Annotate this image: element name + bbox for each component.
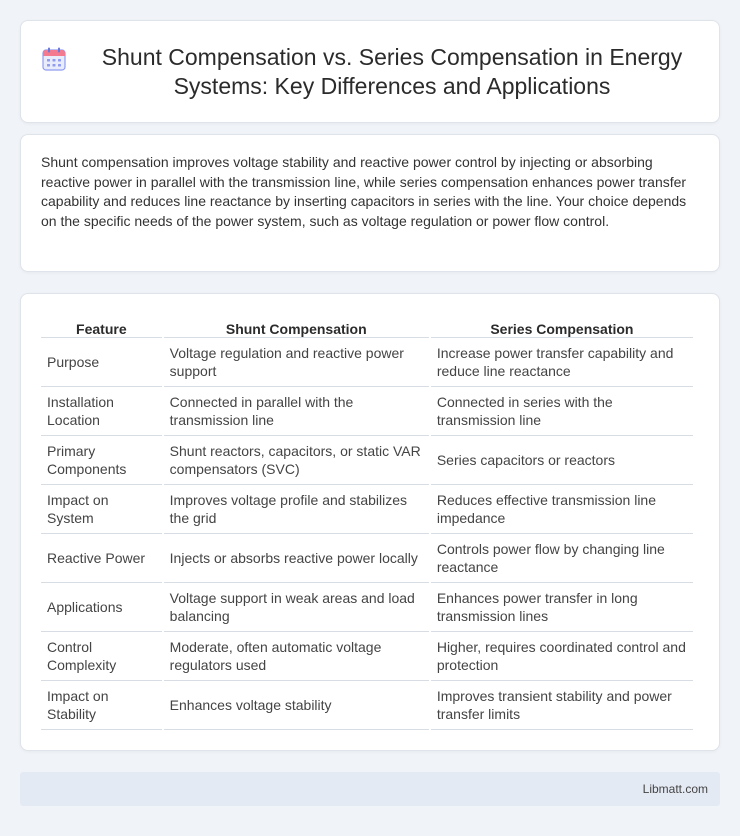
header-feature: Feature xyxy=(41,316,162,338)
series-cell: Higher, requires coordinated control and protection xyxy=(431,632,693,681)
series-cell: Improves transient stability and power transfer limits xyxy=(431,681,693,730)
table-row xyxy=(41,387,693,436)
table-row xyxy=(41,338,693,387)
feature-cell: Impact on Stability xyxy=(41,681,162,730)
table-row xyxy=(41,436,693,485)
page-title: Shunt Compensation vs. Series Compensation in Energy Systems: Key Differences and Applications xyxy=(101,43,683,99)
series-cell: Series capacitors or reactors xyxy=(431,436,693,485)
shunt-cell: Shunt reactors, capacitors, or static VAR compensators (SVC) xyxy=(164,436,429,485)
feature-cell: Primary Components xyxy=(41,436,162,485)
table-row xyxy=(41,485,693,534)
table-row xyxy=(41,534,693,583)
shunt-cell: Improves voltage profile and stabilizes the grid xyxy=(164,485,429,534)
table-row xyxy=(41,681,693,730)
comparison-table xyxy=(39,316,695,730)
series-cell: Connected in series with the transmission line xyxy=(431,387,693,436)
table-header-row xyxy=(41,316,693,338)
series-cell: Reduces effective transmission line impedance xyxy=(431,485,693,534)
shunt-cell: Voltage regulation and reactive power support xyxy=(164,338,429,387)
series-cell: Enhances power transfer in long transmission lines xyxy=(431,583,693,632)
shunt-cell: Enhances voltage stability xyxy=(164,681,429,730)
shunt-cell: Moderate, often automatic voltage regulators used xyxy=(164,632,429,681)
feature-cell: Control Complexity xyxy=(41,632,162,681)
feature-cell: Impact on System xyxy=(41,485,162,534)
summary-text: Shunt compensation improves voltage stability and reactive power control by injecting or absorbing reactive power in parallel with the transmission line, while series compensation enhances power transfer capability and reduces line reactance by inserting capacitors in series with the line. Your choice depends on the specific needs of the power system, such as voltage regulation or power flow control. xyxy=(41,154,687,229)
calendar-icon xyxy=(41,46,67,72)
series-cell: Increase power transfer capability and reduce line reactance xyxy=(431,338,693,387)
series-cell: Controls power flow by changing line reactance xyxy=(431,534,693,583)
footer-brand-link[interactable]: Libmatt.com xyxy=(642,782,708,796)
footer xyxy=(20,772,720,806)
title-wrap xyxy=(41,43,699,101)
table-row xyxy=(41,583,693,632)
header-series: Series Compensation xyxy=(431,316,693,338)
table-row xyxy=(41,632,693,681)
shunt-cell: Voltage support in weak areas and load balancing xyxy=(164,583,429,632)
summary-card xyxy=(20,134,720,272)
feature-cell: Reactive Power xyxy=(41,534,162,583)
feature-cell: Purpose xyxy=(41,338,162,387)
shunt-cell: Connected in parallel with the transmission line xyxy=(164,387,429,436)
feature-cell: Applications xyxy=(41,583,162,632)
header-shunt: Shunt Compensation xyxy=(164,316,429,338)
title-card xyxy=(20,20,720,123)
comparison-table-card xyxy=(20,293,720,751)
shunt-cell: Injects or absorbs reactive power locally xyxy=(164,534,429,583)
feature-cell: Installation Location xyxy=(41,387,162,436)
